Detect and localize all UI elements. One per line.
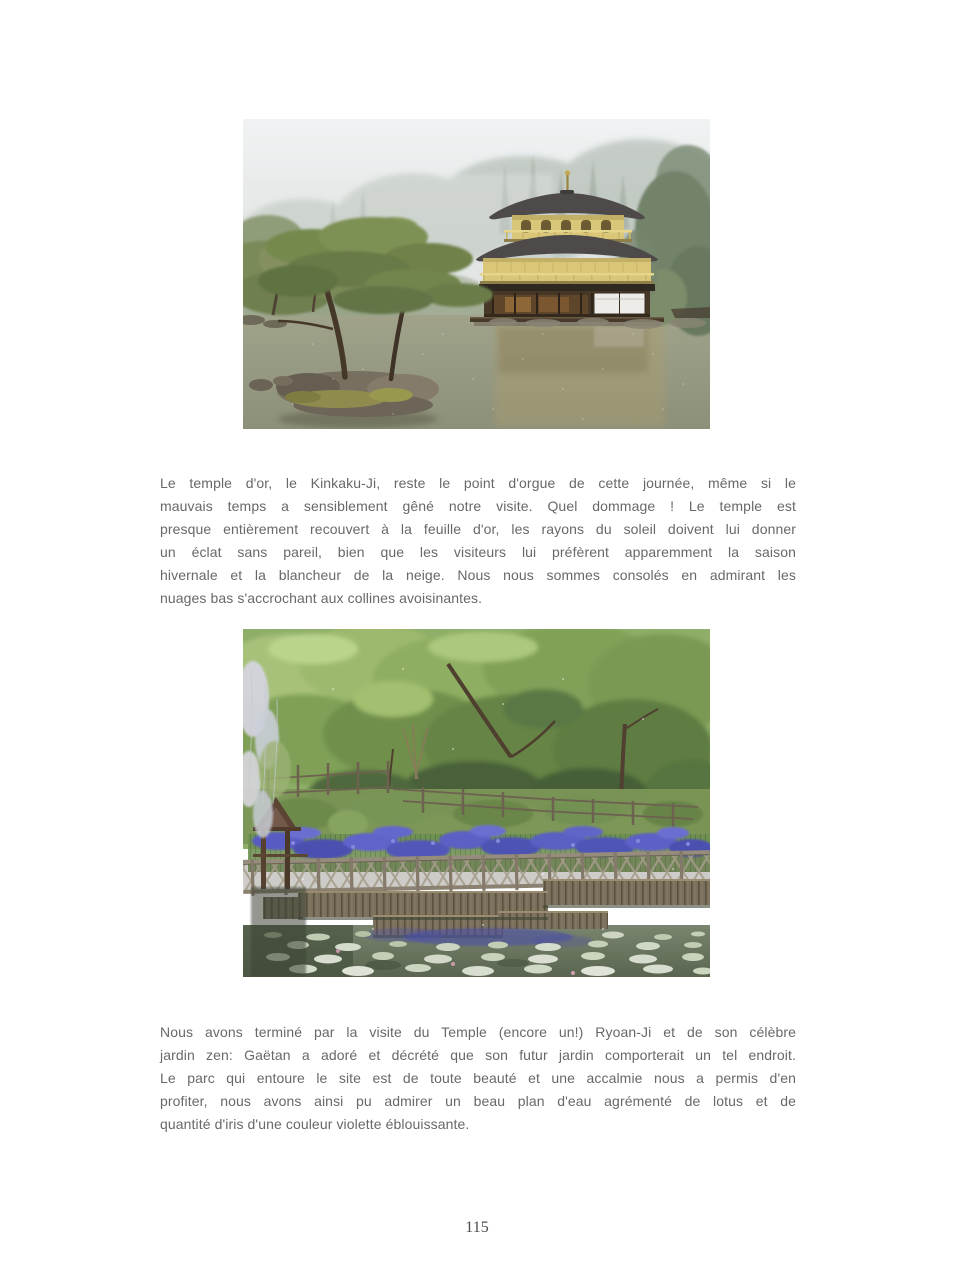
text-line: quantité d'iris d'une couleur violette éblouissante. <box>160 1116 470 1132</box>
photo-ryoanji-pond <box>243 629 710 977</box>
text-line: mauvais temps a sensiblement gêné notre visite. Quel dommage ! Le temple est <box>160 498 796 514</box>
text-line: presque entièrement recouvert à la feuille d'or, les rayons du soleil doivent lui donner <box>160 521 796 537</box>
ryoanji-photo-illustration <box>243 629 710 977</box>
paragraph-kinkakuji <box>160 472 796 610</box>
text-line: profiter, nous avons ainsi pu admirer un beau plan d'eau agrémenté de lotus et de <box>160 1093 796 1109</box>
paragraph-ryoanji <box>160 1021 796 1136</box>
page-number: 115 <box>465 1219 489 1236</box>
text-line: un éclat sans pareil, bien que les visiteurs lui préfèrent apparemment la saison <box>160 544 796 560</box>
photo-kinkakuji <box>243 119 710 429</box>
text-line: Le parc qui entoure le site est de toute beauté et une accalmie nous a permis d'en <box>160 1070 796 1086</box>
text-line: jardin zen: Gaëtan a adoré et décrété que son futur jardin comporterait un tel endroit. <box>160 1047 796 1063</box>
text-line: Le temple d'or, le Kinkaku-Ji, reste le point d'orgue de cette journée, même si le <box>160 475 796 491</box>
text-line: Nous avons terminé par la visite du Temple (encore un!) Ryoan-Ji et de son célèbre <box>160 1024 796 1040</box>
kinkakuji-photo-illustration <box>243 119 710 429</box>
text-line: nuages bas s'accrochant aux collines avoisinantes. <box>160 590 483 606</box>
text-line: hivernale et la blancheur de la neige. Nous nous sommes consolés en admirant les <box>160 567 796 583</box>
